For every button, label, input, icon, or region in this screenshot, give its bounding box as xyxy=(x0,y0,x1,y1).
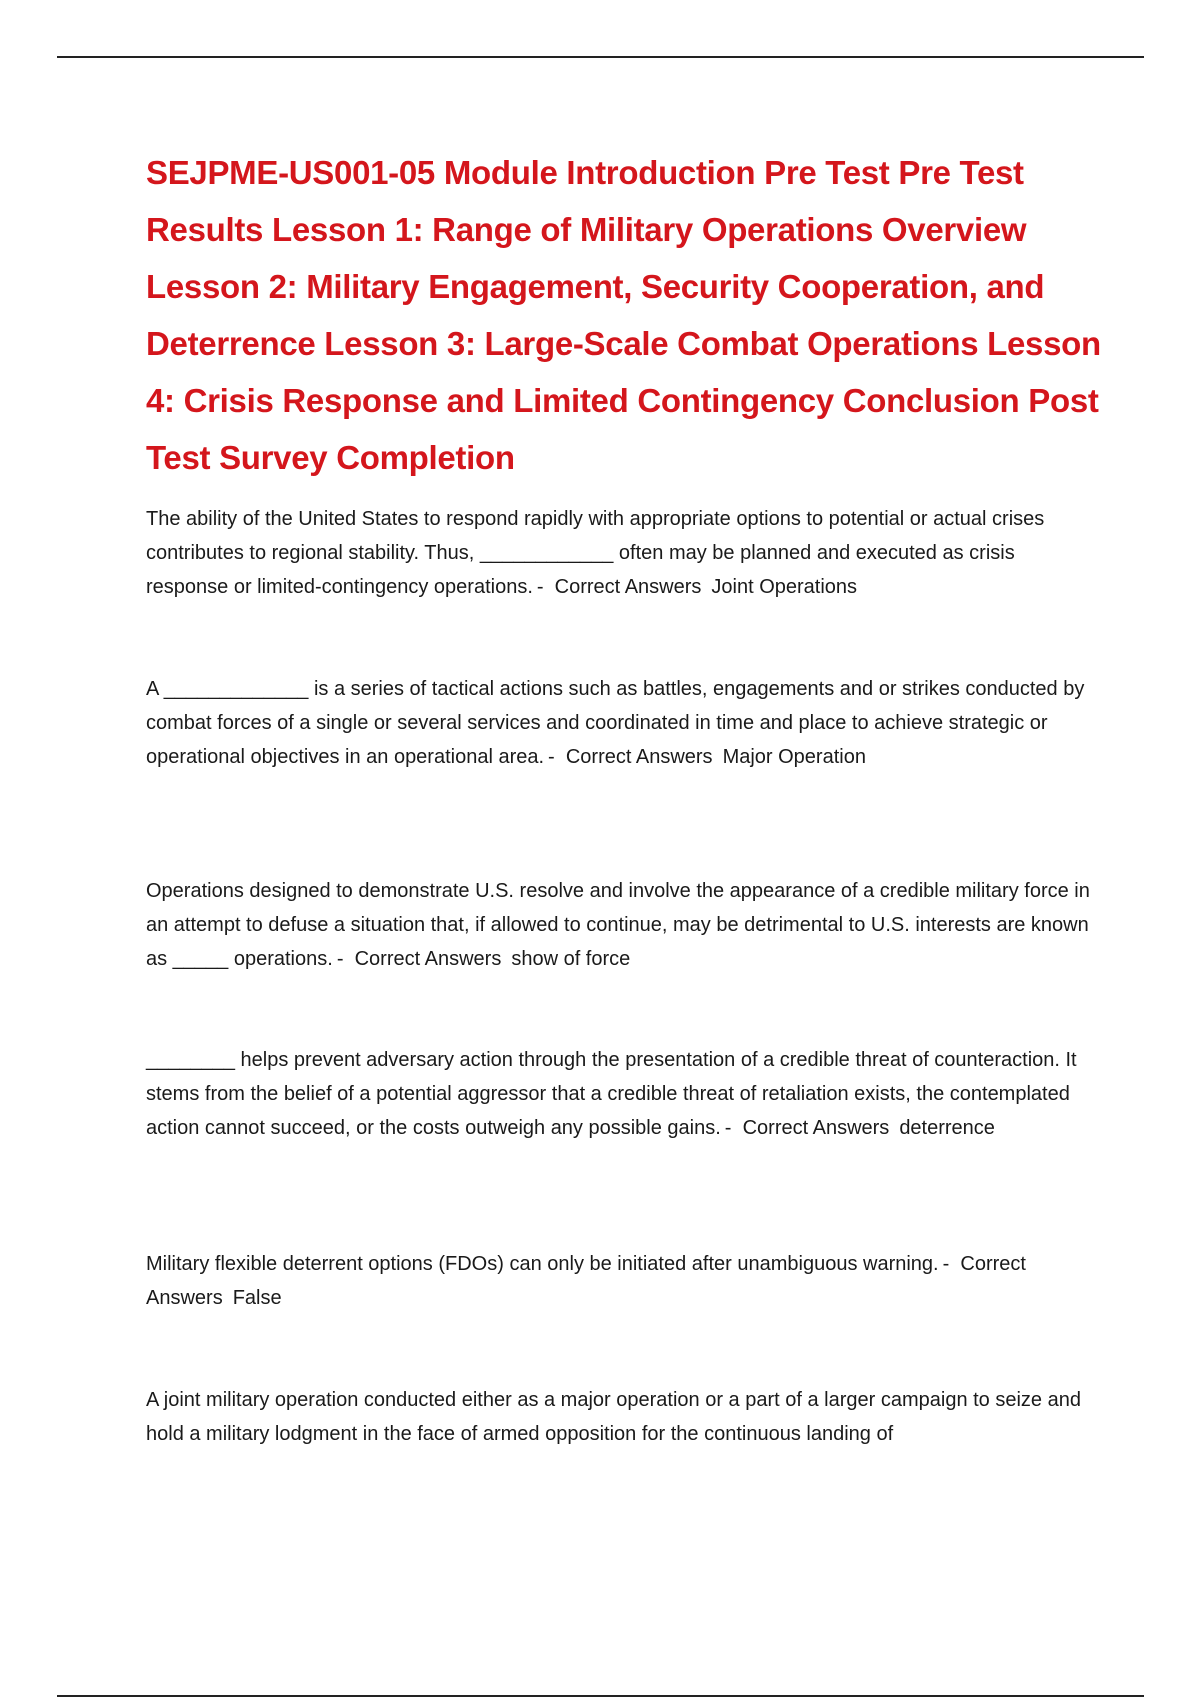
separator: - xyxy=(536,576,544,598)
answer-label: Correct Answers xyxy=(146,1253,1026,1309)
question-text: Operations designed to demonstrate U.S. resolve and involve the appearance of a credible military force in an attempt to defuse a situation that, if allowed to continue, may be detrimental to U.S. interests are known as _____ operations. xyxy=(146,880,1090,970)
qa-item xyxy=(146,672,1096,774)
answer-text: Joint Operations xyxy=(711,576,858,598)
separator: - xyxy=(724,1117,732,1139)
question-text: The ability of the United States to respond rapidly with appropriate options to potential or actual crises contributes to regional stability. Thus, ____________ often may be planned and executed as crisis response or limited-contingency operations. xyxy=(146,508,1045,598)
separator: - xyxy=(548,746,555,768)
qa-item xyxy=(146,1043,1096,1145)
answer-label: Correct Answers xyxy=(742,1117,890,1139)
answer-text: False xyxy=(232,1287,282,1309)
answer-label: Correct Answers xyxy=(554,576,702,598)
answer-text: Major Operation xyxy=(722,746,866,768)
qa-item xyxy=(146,1247,1096,1315)
answer-text: deterrence xyxy=(899,1117,995,1139)
bottom-rule xyxy=(57,1695,1144,1697)
answer-text: show of force xyxy=(511,948,631,970)
answer-label: Correct Answers xyxy=(354,948,502,970)
top-rule xyxy=(57,56,1144,58)
qa-item xyxy=(146,1383,1096,1451)
question-text: A joint military operation conducted either as a major operation or a part of a larger campaign to seize and hold a military lodgment in the face of armed opposition for the continuous landing of xyxy=(146,1389,1081,1445)
question-text: ________ helps prevent adversary action through the presentation of a credible threat of counteraction. It stems from the belief of a potential aggressor that a credible threat of retaliation exists, the contemplated action cannot succeed, or the costs outweigh any possible gains. xyxy=(146,1049,1077,1139)
document-title: SEJPME-US001-05 Module Introduction Pre Test Pre Test Results Lesson 1: Range of Military Operations Overview Lesson 2: Military Engagement, Security Cooperation, and Deterrence Lesson 3: Large-Scale Combat Operations Lesson 4: Crisis Response and Limited Contingency Conclusion Post Test Survey Completion xyxy=(146,154,1101,476)
qa-item xyxy=(146,874,1096,976)
qa-item xyxy=(146,502,1096,604)
separator: - xyxy=(336,948,344,970)
question-text: Military flexible deterrent options (FDOs) can only be initiated after unambiguous warning. xyxy=(146,1253,939,1275)
answer-label: Correct Answers xyxy=(565,746,713,768)
separator: - xyxy=(942,1253,950,1275)
question-text: A _____________ is a series of tactical actions such as battles, engagements and or strikes conducted by combat forces of a single or several services and coordinated in time and place to achieve strategic or operational objectives in an operational area. xyxy=(146,678,1085,768)
